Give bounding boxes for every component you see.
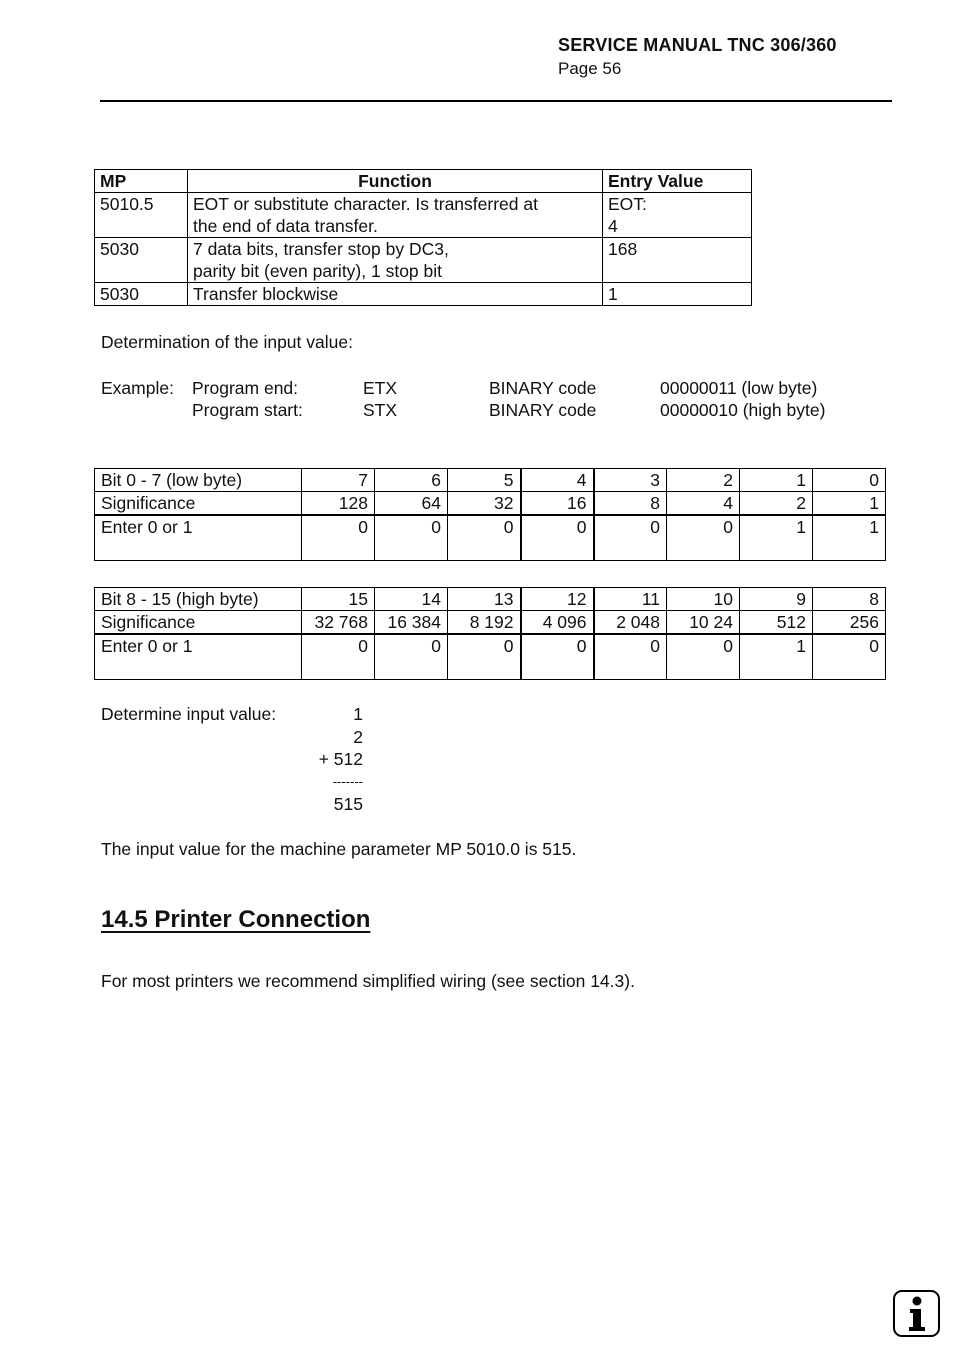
entry-value-cell — [603, 193, 752, 238]
function-cell — [188, 193, 603, 238]
bit-cell: 3 — [594, 469, 667, 492]
sum-line: 2 — [353, 726, 363, 747]
sum-label: Determine input value: — [101, 704, 277, 724]
entry-cell: 0 — [375, 515, 448, 561]
example-label: Example: — [101, 378, 174, 398]
bit-cell: 8 — [813, 588, 886, 611]
entry-cell: 0 — [594, 634, 667, 680]
significance-cell: 4 — [667, 492, 740, 516]
value-line: 168 — [608, 239, 638, 259]
significance-row — [95, 492, 886, 516]
significance-cell: 2 048 — [594, 611, 667, 635]
bit-cell: 2 — [667, 469, 740, 492]
determination-text: Determination of the input value: — [101, 332, 353, 352]
significance-cell: 16 — [521, 492, 594, 516]
value-line: EOT: — [608, 194, 647, 214]
header-divider — [100, 100, 892, 102]
entry-cell: 0 — [594, 515, 667, 561]
function-line: 7 data bits, transfer stop by DC3, — [193, 239, 449, 259]
page-number: Page 56 — [558, 59, 622, 78]
significance-cell: 32 — [448, 492, 521, 516]
bit-cell: 11 — [594, 588, 667, 611]
bit-cell: 5 — [448, 469, 521, 492]
bit-cell: 7 — [302, 469, 375, 492]
row-label: Enter 0 or 1 — [95, 634, 302, 680]
example-binary: 00000011 (low byte) — [660, 378, 818, 398]
column-header-function: Function — [188, 170, 603, 193]
significance-row — [95, 611, 886, 635]
column-header-entry-value: Entry Value — [603, 170, 752, 193]
bit-row — [95, 588, 886, 611]
significance-cell: 16 384 — [375, 611, 448, 635]
entry-cell: 0 — [813, 634, 886, 680]
mp-cell: 5010.5 — [95, 193, 188, 238]
header-title: SERVICE MANUAL TNC 306/360 — [558, 35, 837, 55]
significance-cell: 8 — [594, 492, 667, 516]
entry-value-cell — [603, 238, 752, 283]
entry-cell: 0 — [448, 634, 521, 680]
row-label: Significance — [95, 492, 302, 516]
table-row — [95, 283, 752, 306]
bit-cell: 14 — [375, 588, 448, 611]
table-row — [95, 193, 752, 238]
bit-row — [95, 469, 886, 492]
value-line: 4 — [608, 216, 618, 236]
row-label: Bit 8 - 15 (high byte) — [95, 588, 302, 611]
significance-cell: 8 192 — [448, 611, 521, 635]
table-header-row — [95, 170, 752, 193]
significance-cell: 4 096 — [521, 611, 594, 635]
entry-cell: 0 — [521, 515, 594, 561]
entry-cell: 0 — [375, 634, 448, 680]
example-type: BINARY code — [489, 378, 597, 398]
info-glyph — [902, 1295, 932, 1333]
info-icon[interactable] — [893, 1290, 940, 1337]
significance-cell: 32 768 — [302, 611, 375, 635]
entry-cell: 1 — [813, 515, 886, 561]
function-line: EOT or substitute character. Is transferred at — [193, 194, 538, 214]
significance-cell: 2 — [740, 492, 813, 516]
sum-separator: ------- — [332, 773, 363, 789]
low-byte-table — [94, 468, 886, 561]
bit-cell: 12 — [521, 588, 594, 611]
significance-cell: 128 — [302, 492, 375, 516]
row-label: Bit 0 - 7 (low byte) — [95, 469, 302, 492]
entry-row — [95, 515, 886, 561]
entry-value-cell: 1 — [603, 283, 752, 306]
entry-cell: 0 — [521, 634, 594, 680]
significance-cell: 64 — [375, 492, 448, 516]
entry-cell: 1 — [740, 634, 813, 680]
bit-cell: 0 — [813, 469, 886, 492]
bit-cell: 6 — [375, 469, 448, 492]
example-type: BINARY code — [489, 400, 597, 420]
significance-cell: 10 24 — [667, 611, 740, 635]
table-row — [95, 238, 752, 283]
bit-cell: 9 — [740, 588, 813, 611]
bit-cell: 15 — [302, 588, 375, 611]
example-code: ETX — [363, 378, 398, 398]
function-cell — [188, 238, 603, 283]
sum-line: + 512 — [318, 749, 363, 769]
significance-cell: 1 — [813, 492, 886, 516]
mp-cell: 5030 — [95, 238, 188, 283]
row-label: Enter 0 or 1 — [95, 515, 302, 561]
function-line: the end of data transfer. — [193, 216, 378, 236]
sum-line: 1 — [353, 704, 363, 724]
example-name: Program end: — [192, 378, 299, 398]
entry-cell: 0 — [302, 515, 375, 561]
bit-cell: 4 — [521, 469, 594, 492]
example-name: Program start: — [192, 400, 303, 420]
entry-cell: 0 — [667, 515, 740, 561]
bit-cell: 1 — [740, 469, 813, 492]
section-text: For most printers we recommend simplified wiring (see section 14.3). — [101, 971, 635, 991]
high-byte-table — [94, 587, 886, 680]
bit-cell: 13 — [448, 588, 521, 611]
sum-column — [293, 703, 363, 815]
bit-cell: 10 — [667, 588, 740, 611]
conclusion-text: The input value for the machine parameter MP 5010.0 is 515. — [101, 839, 577, 859]
example-binary: 00000010 (high byte) — [660, 400, 826, 420]
section-title: 14.5 Printer Connection — [101, 906, 371, 933]
function-line: parity bit (even parity), 1 stop bit — [193, 261, 442, 281]
significance-cell: 256 — [813, 611, 886, 635]
entry-row — [95, 634, 886, 680]
entry-cell: 0 — [667, 634, 740, 680]
column-header-mp: MP — [95, 170, 188, 193]
entry-cell: 1 — [740, 515, 813, 561]
mp-cell: 5030 — [95, 283, 188, 306]
sum-total: 515 — [333, 793, 363, 814]
significance-cell: 512 — [740, 611, 813, 635]
machine-parameter-table — [94, 169, 752, 306]
function-cell: Transfer blockwise — [188, 283, 603, 306]
entry-cell: 0 — [302, 634, 375, 680]
row-label: Significance — [95, 611, 302, 635]
example-code: STX — [363, 400, 398, 420]
entry-cell: 0 — [448, 515, 521, 561]
